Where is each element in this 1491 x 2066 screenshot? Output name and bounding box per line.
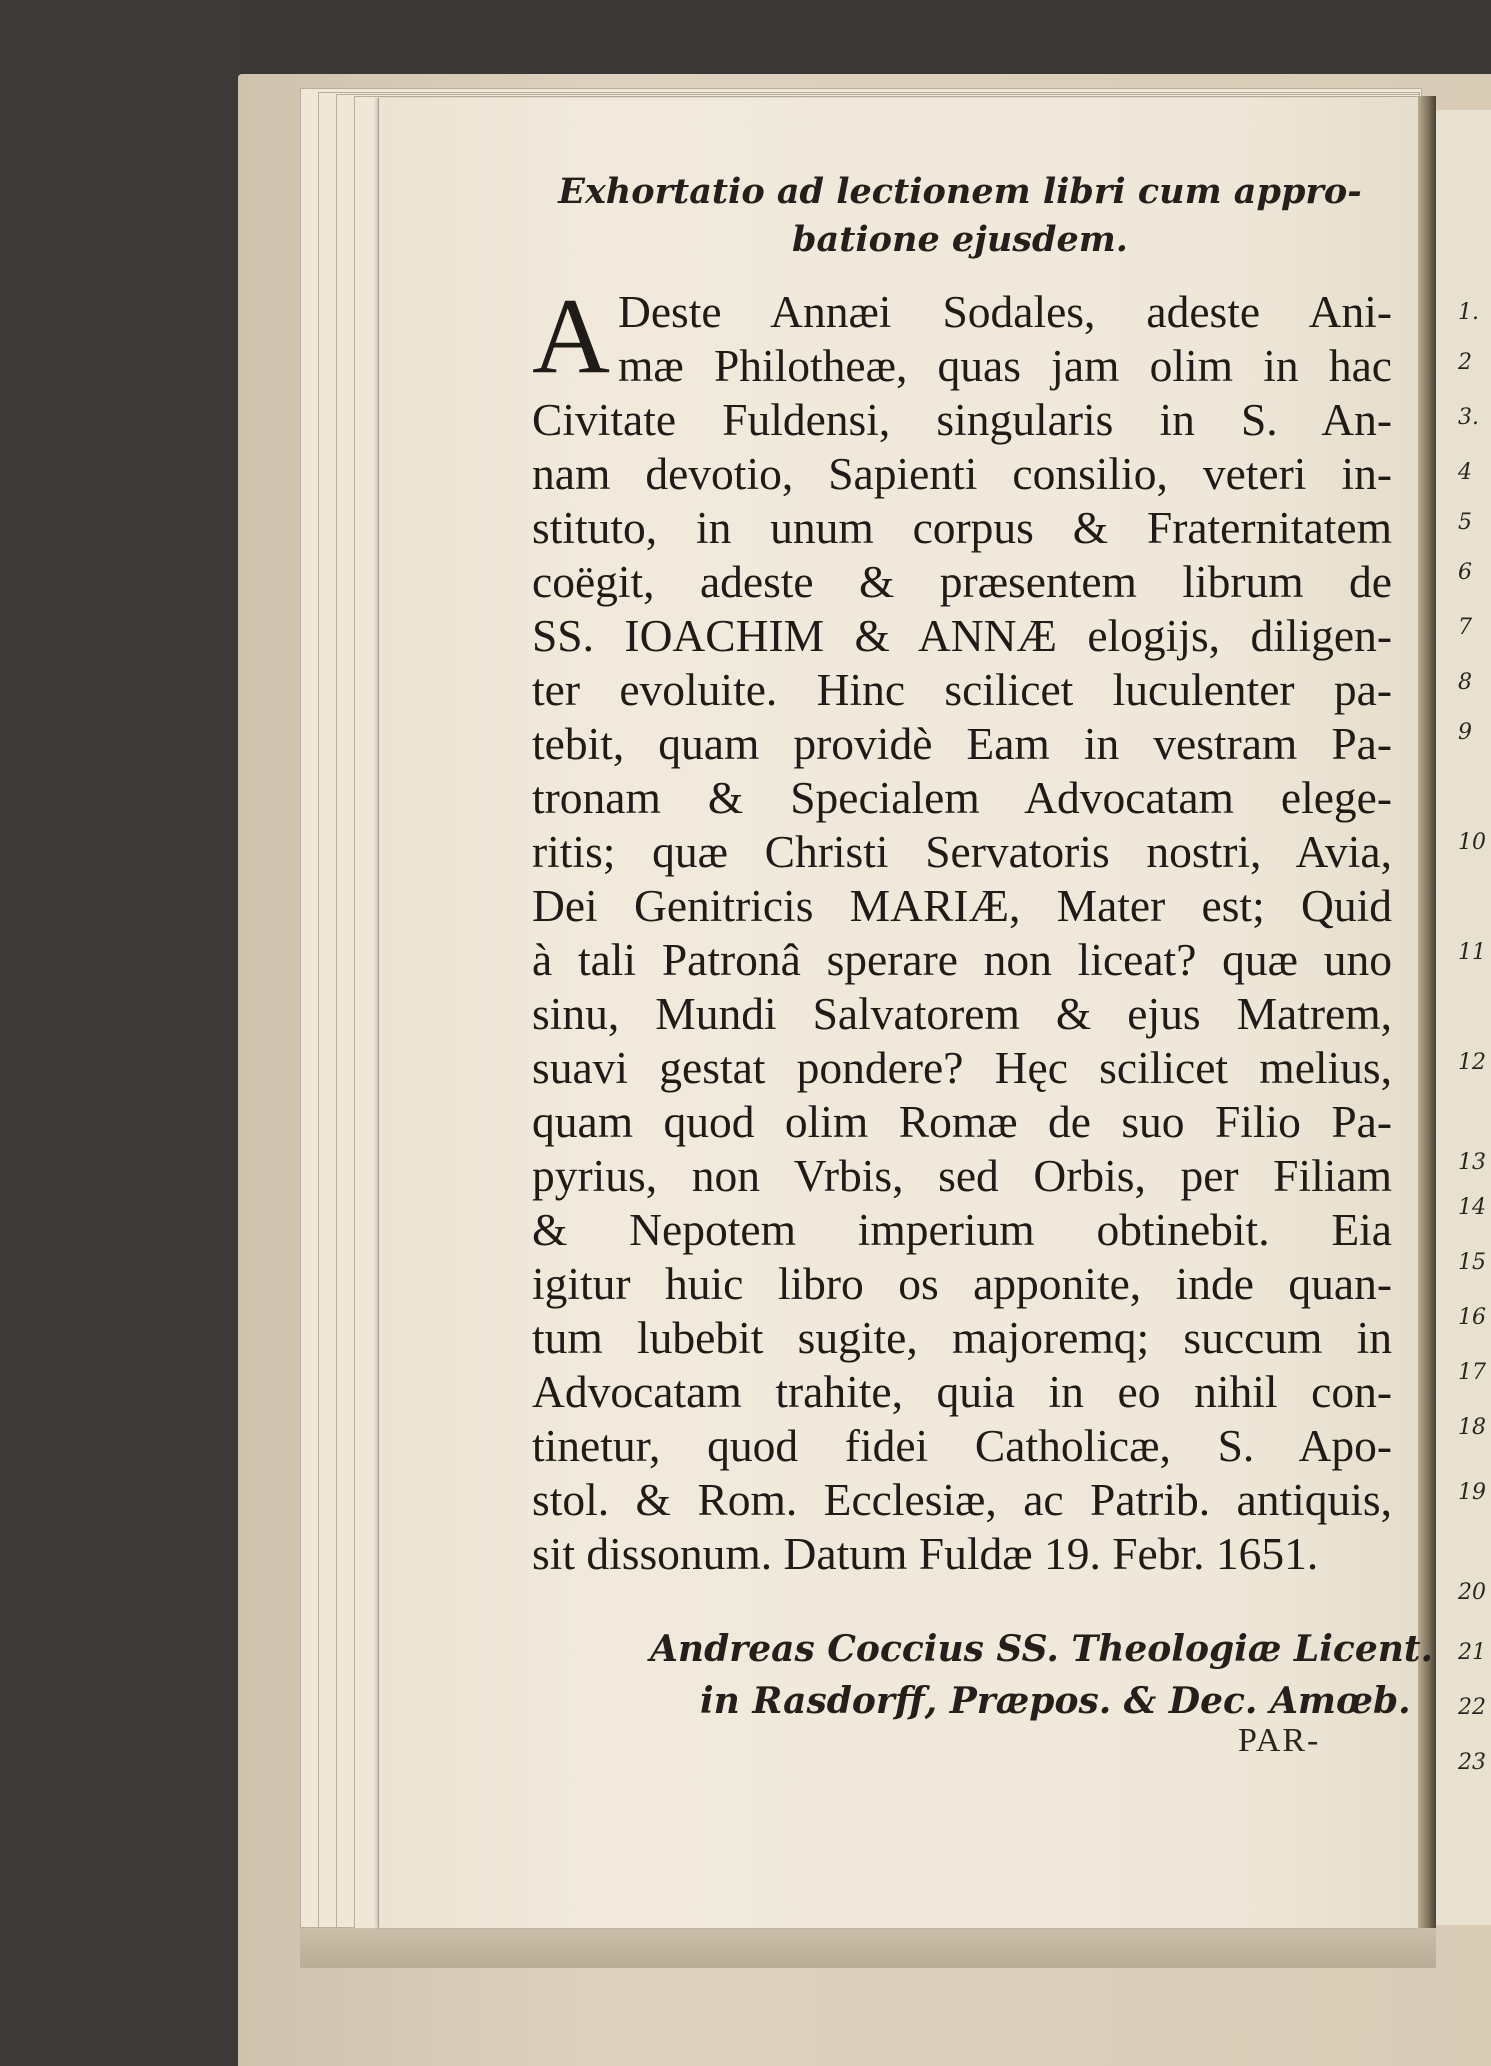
margin-number: 8	[1458, 670, 1472, 695]
backdrop	[0, 0, 240, 2066]
text-line: nam devotio, Sapienti consilio, veteri in-	[532, 448, 1392, 499]
margin-number: 12	[1458, 1050, 1486, 1075]
text-line: sit dissonum. Datum Fuldæ 19. Febr. 1651.	[532, 1528, 1319, 1579]
text-line: stituto, in unum corpus & Fraternitatem	[532, 502, 1392, 553]
heading-line-1: Exhortatio ad lectionem libri cum appro-	[558, 171, 1362, 212]
text-line: tronam & Specialem Advocatam elege-	[532, 772, 1392, 823]
text-line: Civitate Fuldensi, singularis in S. An-	[532, 394, 1392, 445]
margin-number: 19	[1458, 1480, 1486, 1505]
drop-cap: A	[532, 277, 610, 396]
text-line: mæ Philotheæ, quas jam olim in hac	[618, 340, 1392, 391]
margin-number: 14	[1458, 1195, 1486, 1220]
page-bottom-edge	[300, 1928, 1436, 1968]
margin-number: 15	[1458, 1250, 1486, 1275]
text-line: SS. IOACHIM & ANNÆ elogijs, diligen-	[532, 610, 1392, 661]
text-line: coëgit, adeste & præsentem librum de	[532, 556, 1392, 607]
margin-number: 7	[1458, 615, 1472, 640]
text-line: ter evoluite. Hinc scilicet luculenter pa-	[532, 664, 1392, 715]
page-heading	[540, 168, 1380, 264]
text-line: ritis; quæ Christi Servatoris nostri, Avia,	[532, 826, 1392, 877]
margin-number: 22	[1458, 1695, 1486, 1720]
margin-number: 6	[1458, 560, 1472, 585]
text-line: Advocatam trahite, quia in eo nihil con-	[532, 1366, 1392, 1417]
margin-number: 4	[1458, 460, 1472, 485]
catchword: PAR-	[1238, 1722, 1321, 1759]
margin-number: 21	[1458, 1640, 1486, 1665]
margin-number: 11	[1458, 940, 1486, 965]
text-line: quam quod olim Romæ de suo Filio Pa-	[532, 1096, 1392, 1147]
text-line: Dei Genitricis MARIÆ, Mater est; Quid	[532, 880, 1392, 931]
body-text	[532, 277, 1392, 1581]
text-line: Deste Annæi Sodales, adeste Ani-	[618, 286, 1392, 337]
signature-line-2: in Rasdorff, Præpos. & Dec. Amœb.	[700, 1680, 1411, 1722]
text-line: & Nepotem imperium obtinebit. Eia	[532, 1204, 1392, 1255]
margin-number: 1.	[1458, 300, 1479, 325]
margin-number: 17	[1458, 1360, 1486, 1385]
margin-number: 13	[1458, 1150, 1486, 1175]
facing-page-margin	[1436, 110, 1491, 1925]
margin-number: 9	[1458, 720, 1472, 745]
text-line: à tali Patronâ sperare non liceat? quæ uno	[532, 934, 1392, 985]
text-line: igitur huic libro os apponite, inde quan-	[532, 1258, 1392, 1309]
margin-number: 10	[1458, 830, 1486, 855]
text-line: tebit, quam providè Eam in vestram Pa-	[532, 718, 1392, 769]
text-line: pyrius, non Vrbis, sed Orbis, per Filiam	[532, 1150, 1392, 1201]
margin-number: 3.	[1458, 405, 1479, 430]
margin-number: 2	[1458, 350, 1472, 375]
text-line: stol. & Rom. Ecclesiæ, ac Patrib. antiquis,	[532, 1474, 1392, 1525]
signature-line-1: Andreas Coccius SS. Theologiæ Licent.	[650, 1628, 1434, 1670]
heading-line-2: batione ejusdem.	[792, 219, 1128, 260]
margin-number: 23	[1458, 1750, 1486, 1775]
margin-number: 5	[1458, 510, 1472, 535]
text-line: tum lubebit sugite, majoremq; succum in	[532, 1312, 1392, 1363]
margin-number: 18	[1458, 1415, 1486, 1440]
text-line: suavi gestat pondere? Hęc scilicet melius,	[532, 1042, 1392, 1093]
text-line: sinu, Mundi Salvatorem & ejus Matrem,	[532, 988, 1392, 1039]
text-line: tinetur, quod fidei Catholicæ, S. Apo-	[532, 1420, 1392, 1471]
margin-number: 16	[1458, 1305, 1486, 1330]
margin-number: 20	[1458, 1580, 1486, 1605]
